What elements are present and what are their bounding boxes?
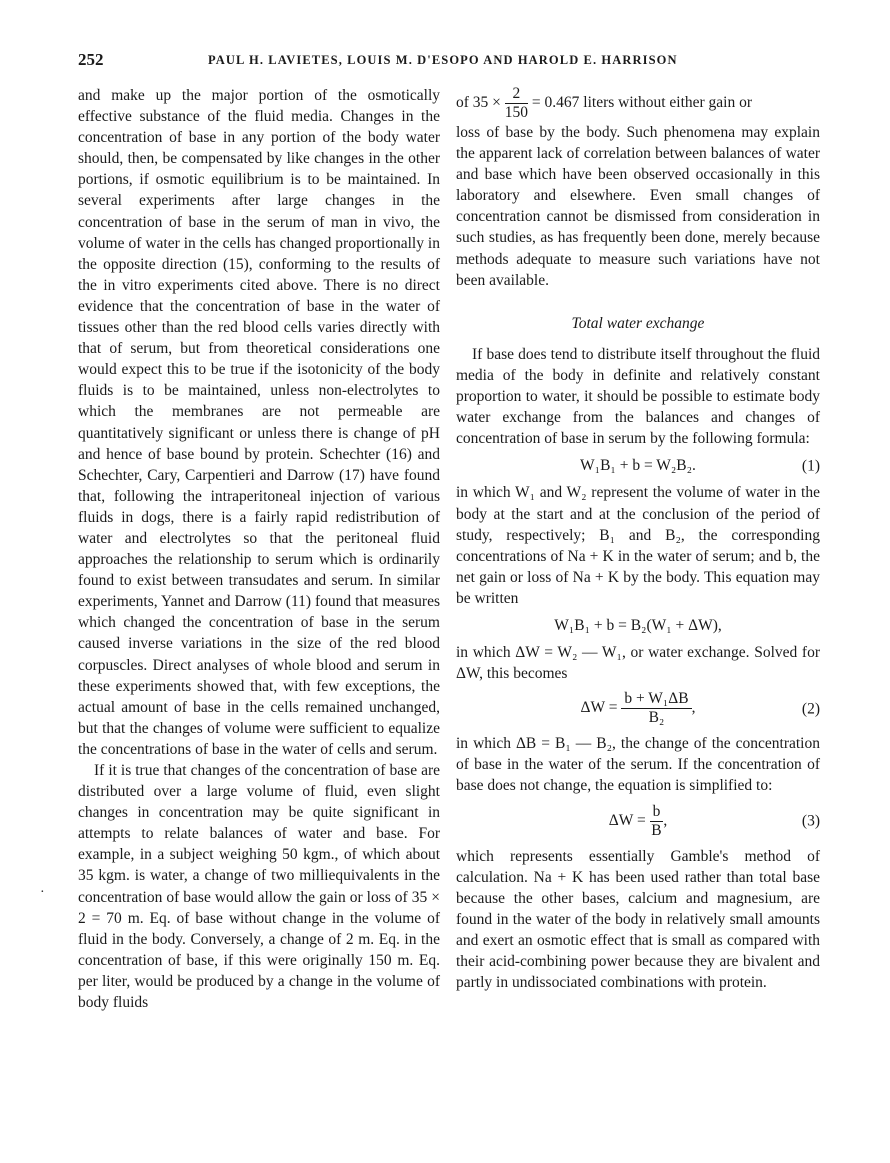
equation-2	[456, 690, 820, 727]
right-paragraph-3: in which W₁ and W₂ represent the volume of water in the body at the start and at the conclusion of the period of study, respectively; B₁ and B₂, the corresponding concentrations of Na + K in the water of serum; and b, the net gain or loss of Na + K by the body. This equation may be written	[456, 484, 820, 607]
right-paragraph-6: which represents essentially Gamble's method of calculation. Na + K has been used rather than total base because the other bases, calcium and magnesium, are found in the water of the body in relatively small amounts and exert an osmotic effect that is small as compared with their acid-combining power because they are bivalent and partly in undissociated combinations with protein.	[456, 847, 820, 992]
equation-3-tail: ,	[663, 811, 668, 829]
equation-1b-body: W₁B₁ + b = B₂(W₁ + ΔW),	[554, 616, 722, 634]
equation-3-number: (3)	[801, 812, 820, 830]
equation-2-denominator: B₂	[648, 709, 665, 727]
left-paragraph-1: and make up the major portion of the osmotically effective substance of the fluid media. Changes in the concentration of base in any portion of the body water should, then, be compensated by like changes in the other portions, if osmotic equilibrium is to be maintained. In several experiments after large changes in the concentration of base in the serum of man in vivo, the volume of water in the cells has changed proportionally in the opposite direction (15), conforming to the results of the in vitro experiments cited above. There is no direct evidence that the concentration of base in the water of tissues other than the red blood cells varies directly with that of serum, but from theoretical considerations one would expect this to be true if the isotonicity of the body fluids is to be maintained, unless non-electrolytes to which the membranes are not permeable are quantitatively significant or unless there is change of pH and hence of base bound by protein. Schechter (16) and Schechter, Cary, Carpentieri and Darrow (17) have found that, following the intraperitoneal injection of various fluids in dogs, there is a fairly rapid redistribution of water and electrolytes so that the peritoneal fluid approaches the relationship to serum which is ordinarily found to exist between transudates and serum. In similar experiments, Yannet and Darrow (11) found that measures which changed the concentration of base in the serum caused inverse variations in the size of the red blood corpuscles. Direct analyses of whole blood and serum in these experiments showed that, with few exceptions, the actual amount of base in the cells remained unchanged, but that the changes of volume were sufficient to equalize the concentrations of base in the water of cells and serum.	[78, 87, 440, 758]
equation-1-body: W₁B₁ + b = W₂B₂.	[580, 457, 696, 475]
equation-1	[456, 455, 820, 476]
equation-3-numerator: b	[650, 803, 664, 822]
running-title: PAUL H. LAVIETES, LOUIS M. D'ESOPO AND HAROLD E. HARRISON	[208, 53, 678, 67]
equation-2-numerator: b + W₁ΔB	[621, 690, 691, 709]
section-heading: Total water exchange	[571, 314, 705, 332]
fraction-denominator: 150	[504, 104, 529, 121]
page-header	[78, 50, 820, 74]
inline-fraction	[505, 85, 528, 122]
equation-3	[456, 803, 820, 840]
equation-2-lhs: ΔW =	[580, 699, 618, 717]
equation-1-number: (1)	[801, 457, 820, 475]
right-paragraph-5: in which ΔB = B₁ — B₂, the change of the concentration of base in the water of the serum. If the concentration of base does not change, the equation is simplified to:	[456, 735, 820, 795]
equation-3-fraction	[650, 803, 664, 840]
right-paragraph-2: If base does tend to distribute itself throughout the fluid media of the body in definite and relatively constant proportion to water, it should be possible to estimate body water exchange from the balances and changes of concentration of base in serum by the following formula:	[456, 345, 820, 448]
fraction-tail: = 0.467 liters without either gain or	[531, 94, 753, 112]
fraction-numerator: 2	[505, 85, 528, 104]
right-first-line	[456, 85, 820, 122]
equation-3-denominator: B	[651, 821, 662, 839]
right-column	[456, 85, 820, 993]
equation-2-tail: ,	[691, 699, 696, 717]
equation-2-fraction	[621, 690, 691, 727]
margin-dot: ·	[40, 885, 45, 900]
equation-2-number: (2)	[801, 700, 820, 718]
right-paragraph-1: loss of base by the body. Such phenomena may explain the apparent lack of correlation between balances of water and base which have been observed occasionally in this laboratory and elsewhere. Even small changes of concentration cannot be dismissed from consideration in such studies, as has frequently been done, merely because methods adequate to measure such variations have not been available.	[456, 124, 820, 289]
equation-1b	[456, 615, 820, 636]
fraction-lead: of 35 ×	[456, 94, 501, 112]
equation-3-lhs: ΔW =	[608, 811, 646, 829]
page-number: 252	[78, 50, 104, 69]
left-column	[78, 85, 440, 1013]
right-paragraph-4: in which ΔW = W₂ — W₁, or water exchange. Solved for ΔW, this becomes	[456, 644, 820, 683]
left-paragraph-2: If it is true that changes of the concentration of base are distributed over a large volume of fluid, even slight changes in concentration may be quite significant in attempts to relate balances of water and base. For example, in a subject weighing 50 kgm., of which about 35 kgm. is water, a change of two milliequivalents in the concentration of base would allow the gain or loss of 35 × 2 = 70 m. Eq. of base without change in the volume of fluid in the body. Conversely, a change of 2 m. Eq. in the concentration of base, if this were originally 150 m. Eq. per liter, would be produced by a change in the volume of body fluids	[78, 762, 440, 1012]
